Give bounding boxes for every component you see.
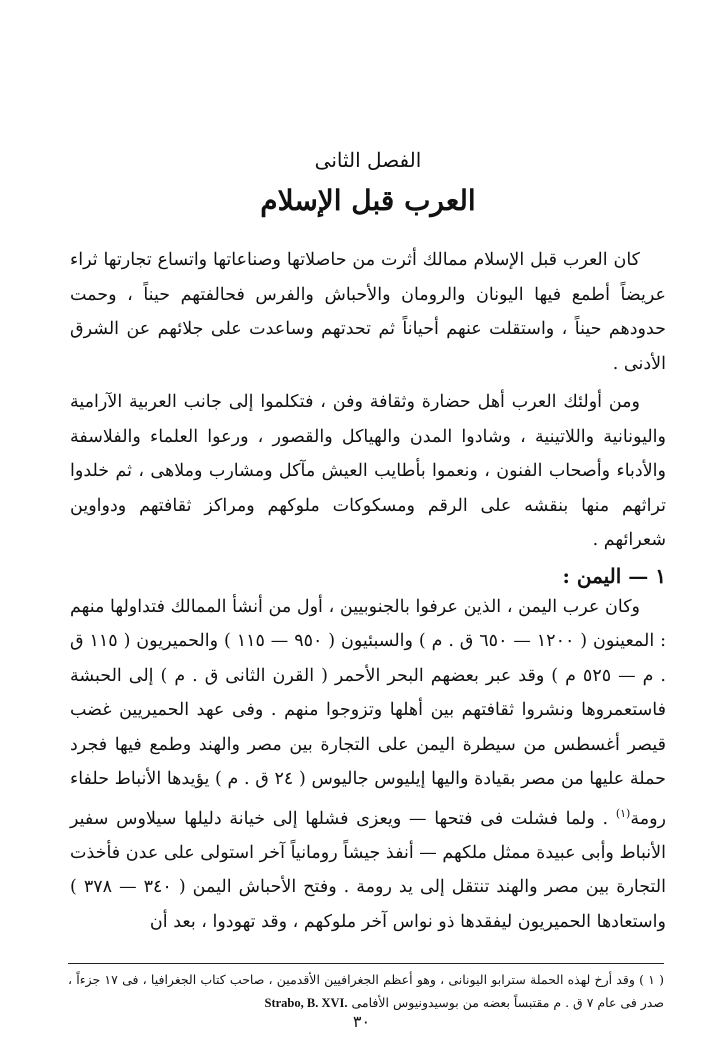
page-title: العرب قبل الإسلام xyxy=(260,184,476,217)
page-body xyxy=(70,148,666,943)
paragraph-yemen-part-a: وكان عرب اليمن ، الذين عرفوا بالجنوبيين ، أول من أنشأ الممالك فتداولها منهم : المعينون ( ١٢٠٠ — ٦٥٠ ق . م ) والسبئيون ( ٩٥٠ — ١١٥ ) والحميريون ( ١١٥ ق . م — ٥٢٥ م ) وقد عبر بعضهم البحر الأحمر ( القرن الثانى ق . م ) إلى الحبشة فاستعمروها ونشروا ثقافتهم بين أهلها وتزوجوا منهم . وفى عهد الحميريين غضب قيصر أغسطس من سيطرة اليمن على التجارة بين مصر والهند وطمع فيها فجرد حملة عليها من مصر بقيادة واليها إيليوس جاليوس ( ٢٤ ق . م ) يؤيدها الأنباط حلفاء رومة xyxy=(70,596,667,829)
footnote-marker[interactable]: (١) xyxy=(615,806,631,820)
section-heading-yemen: ١ — اليمن : xyxy=(562,563,666,588)
footnote xyxy=(68,968,664,1015)
paragraph-2: ومن أولئك العرب أهل حضارة وثقافة وفن ، فتكلموا إلى جانب العربية الآرامية واليونانية واللاتينية ، وشادوا المدن والهياكل والقصور ، ورعوا العلماء والفلاسفة والأدباء وأصحاب الفنون ، ونعموا بأطايب العيش مآكل ومشارب وملاهى ، ثم خلدوا تراثهم منها بنقشه على الرقم ومسكوكات ملوكهم ومراكز ثقافتهم ودواوين شعرائهم . xyxy=(70,392,666,550)
paragraph-yemen xyxy=(70,590,666,940)
footnote-text: ( ١ ) وقد أرخ لهذه الحملة سترابو اليونانى ، وهو أعظم الجغرافيين الأقدمين ، صاحب كتاب الجغرافيا ، فى ١٧ جزءاً ، صدر فى عام ٧ ق . م مقتبساً بعضه من بوسيدونيوس الأفامى xyxy=(68,972,664,1010)
paragraph-1: كان العرب قبل الإسلام ممالك أثرت من حاصلاتها وصناعاتها واتساع تجارتها ثراء عريضاً أطمع فيها اليونان والرومان والأحباش والفرس فحالفتهم حيناً ، وحمت حدودهم حيناً ، واستقلت عنهم أحياناً ثم تحدتهم وساعدت على جلائهم عن الشرق الأدنى . xyxy=(70,250,666,374)
page-number: ٣٠ xyxy=(352,1012,371,1031)
paragraph-yemen-part-b: . ولما فشلت فى فتحها — ويعزى فشلها إلى خيانة دليلها سيلاوس سفير الأنباط وأبى عبيدة ممثل ملكهم — أنفذ جيشاً رومانياً آخر استولى على عدن فأخذت التجارة بين مصر والهند تنتقل إلى يد رومة . وفتح الأحباش اليمن ( ٣٤٠ — ٣٧٨ ) واستعادها الحميريون ليفقدها ذو نواس آخر ملوكهم ، وقد تهودوا ، بعد أن xyxy=(70,808,667,932)
footnote-divider xyxy=(68,963,664,964)
chapter-heading: الفصل الثانى xyxy=(314,148,422,172)
footnote-latin-reference: Strabo, B. XVI. xyxy=(264,996,348,1010)
